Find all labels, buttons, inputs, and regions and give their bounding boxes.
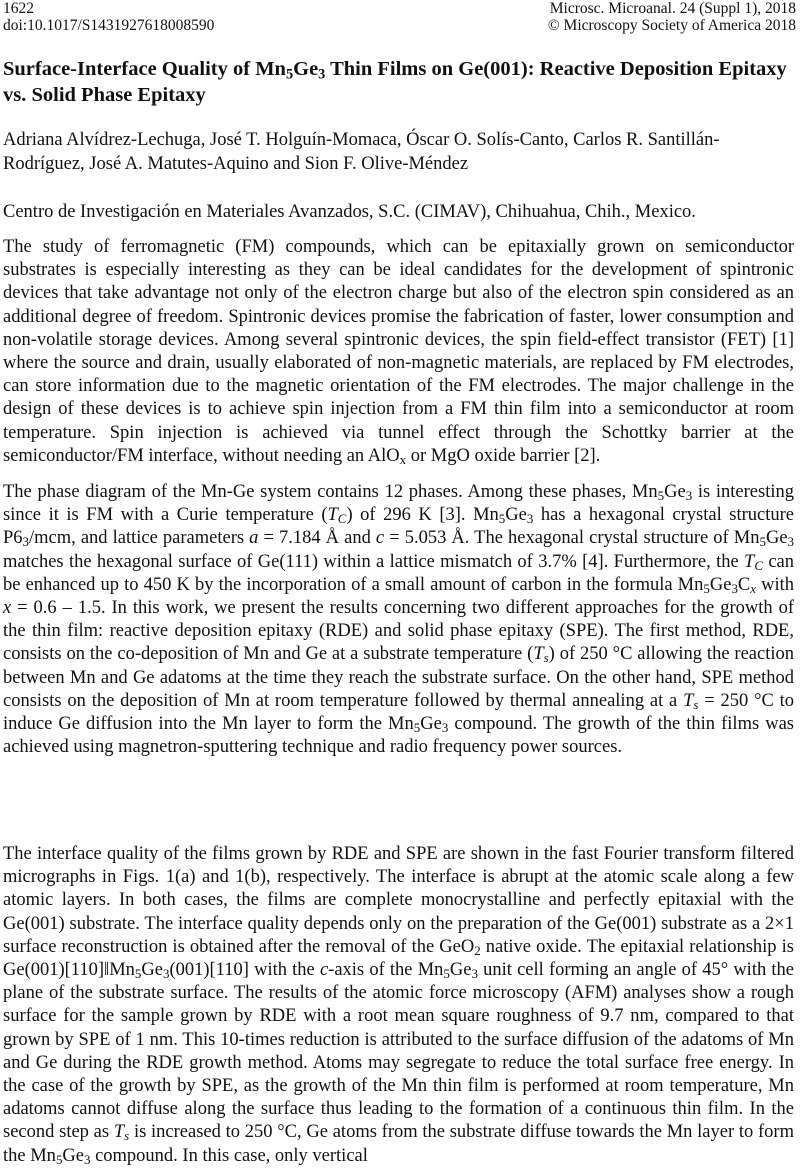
- doi: doi:10.1017/S1431927618008590: [3, 17, 215, 34]
- paper-title: Surface-Interface Quality of $Mn_5Ge_3$ Thin Films on Ge(001): Reactive Deposition Epitaxy vs. Solid Phase Epitaxy: [3, 58, 787, 106]
- author-list: Adriana Alvídrez-Lechuga, José T. Holguín-Momaca, Óscar O. Solís-Canto, Carlos R. Santillán-Rodríguez, José A. Matutes-Aquino and Sion F. Olive-Méndez: [3, 130, 720, 174]
- running-header: [0, 0, 800, 40]
- affiliation: Centro de Investigación en Materiales Avanzados, S.C. (CIMAV), Chihuahua, Chih., Mexico.: [3, 202, 696, 222]
- paragraph-phase-diagram: The phase diagram of the Mn-Ge system contains 12 phases. Among these phases, $Mn_5Ge_3$ is interesting since it is FM with a Curie temperature $(T_C)$ of 296 K [3]. $Mn_5Ge_3$ has a hexagonal crystal structure $P6_3$/mcm, and lattice parameters a = 7.184 Å and c = 5.053 Å. The hexagonal crystal structure of $Mn_5Ge_3$ matches the hexagonal surface of Ge(111) within a lattice mismatch of 3.7% [4]. Furthermore, the $T_C$ can be enhanced up to 450 K by the incorporation of a small amount of carbon in the formula $Mn_5Ge_3C_x$ with x = 0.6 – 1.5. In this work, we present the results concerning two different approaches for the growth of the thin film: reactive deposition epitaxy (RDE) and solid phase epitaxy (SPE). The first method, RDE, consists on the co-deposition of Mn and Ge at a substrate temperature $(T_s)$ of 250 °C allowing the reaction between Mn and Ge adatoms at the time they reach the substrate surface. On the other hand, SPE method consists on the deposition of Mn at room temperature followed by thermal annealing at a $T_s = 250$ °C to induce Ge diffusion into the Mn layer to form the $Mn_5Ge_3$ compound. The growth of the thin films was achieved using magnetron-sputtering technique and radio frequency power sources.: [3, 482, 795, 758]
- journal-citation: Microsc. Microanal. 24 (Suppl 1), 2018: [549, 0, 796, 17]
- header-left: [3, 0, 214, 34]
- paragraph-interface-quality: The interface quality of the films grown by RDE and SPE are shown in the fast Fourier transform filtered micrographs in Figs. 1(a) and 1(b), respectively. The interface is abrupt at the atomic scale along a few atomic layers. In both cases, the films are complete monocrystalline and perfectly epitaxial with the Ge(001) substrate. The interface quality depends only on the preparation of the Ge(001) substrate as a 2×1 surface reconstruction is obtained after the removal of the GeO$_2$ native oxide. The epitaxial relationship is $Ge(001)[110]‖Mn_5Ge_3(001)[110]$ with the c-axis of the $Mn_5Ge_3$ unit cell forming an angle of 45° with the plane of the substrate surface. The results of the atomic force microscopy (AFM) analyses show a rough surface for the sample grown by RDE with a root mean square roughness of 9.7 nm, compared to that grown by SPE of 1 nm. This 10-times reduction is attributed to the surface diffusion of the adatoms of Mn and Ge during the RDE growth method. Atoms may segregate to reduce the total surface free energy. In the case of the growth by SPE, as the growth of the Mn thin film is performed at room temperature, Mn adatoms cannot diffuse along the surface thus leading to the formation of a continuous thin film. In the second step as $T_s$ is increased to 250 °C, Ge atoms from the substrate diffuse towards the Mn layer to form the $Mn_5Ge_3$ compound. In this case, only vertical: [3, 844, 794, 1167]
- paragraph-intro: The study of ferromagnetic (FM) compounds, which can be epitaxially grown on semiconductor substrates is especially interesting as they can be ideal candidates for the development of spintronic devices that take advantage not only of the electron charge but also of the electron spin considered as an additional degree of freedom. Spintronic devices promise the fabrication of faster, lower consumption and non-volatile storage devices. Among several spintronic devices, the spin field-effect transistor (FET) [1] where the source and drain, usually elaborated of non-magnetic materials, are replaced by FM electrodes, can store information due to the magnetic orientation of the FM electrodes. The major challenge in the design of these devices is to achieve spin injection from a FM thin film into a semiconductor at room temperature. Spin injection is achieved via tunnel effect through the Schottky barrier at the semiconductor/FM interface, without needing an AlO$_x$ or MgO oxide barrier [2].: [3, 237, 794, 468]
- page-number: 1622: [3, 0, 34, 17]
- copyright: © Microscopy Society of America 2018: [547, 17, 796, 34]
- header-right: [548, 0, 796, 34]
